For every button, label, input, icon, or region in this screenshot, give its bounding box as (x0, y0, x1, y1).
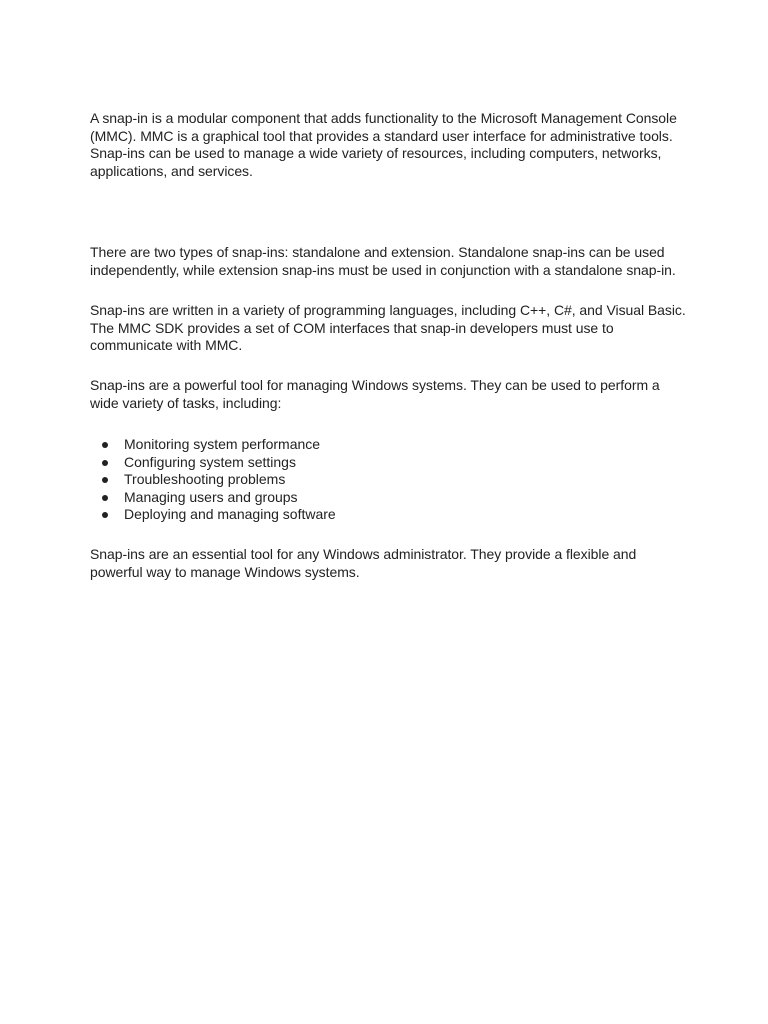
list-item (90, 471, 690, 489)
paragraph-conclusion: Snap-ins are an essential tool for any Windows administrator. They provide a flexible and powerful way to manage Windows systems. (90, 546, 637, 580)
list-item (90, 454, 690, 472)
bullet-icon (102, 442, 108, 448)
list-item-text: Monitoring system performance (124, 436, 321, 452)
bullet-icon (102, 477, 108, 483)
document-page (90, 0, 690, 1024)
paragraph-types: There are two types of snap-ins: standalone and extension. Standalone snap-ins can be used independently, while extension snap-ins must be used in conjunction with a standalone snap-in. (90, 244, 676, 278)
list-item-text: Troubleshooting problems (124, 471, 286, 487)
list-item-text: Configuring system settings (124, 453, 296, 470)
paragraph-languages: Snap-ins are written in a variety of programming languages, including C++, C#, and Visual Basic. The MMC SDK provides a set of COM interfaces that snap-in developers must use to communicate with MMC. (90, 302, 686, 353)
paragraph-tasks-intro: Snap-ins are a powerful tool for managing Windows systems. They can be used to perform a wide variety of tasks, including: (90, 377, 660, 411)
bullet-icon (102, 512, 108, 518)
task-bullet-list (90, 436, 690, 524)
list-item-text: Managing users and groups (124, 488, 298, 505)
paragraph-intro: A snap-in is a modular component that adds functionality to the Microsoft Management Console (MMC). MMC is a graphical tool that provides a standard user interface for administrative tools. Snap-ins can be used to manage a wide variety of resources, including computers, networks, applications, and services. (90, 110, 677, 179)
list-item (90, 506, 690, 524)
list-item (90, 489, 690, 507)
bullet-icon (102, 460, 108, 466)
list-item-text: Deploying and managing software (124, 506, 336, 522)
bullet-icon (102, 495, 108, 501)
list-item (90, 436, 690, 454)
